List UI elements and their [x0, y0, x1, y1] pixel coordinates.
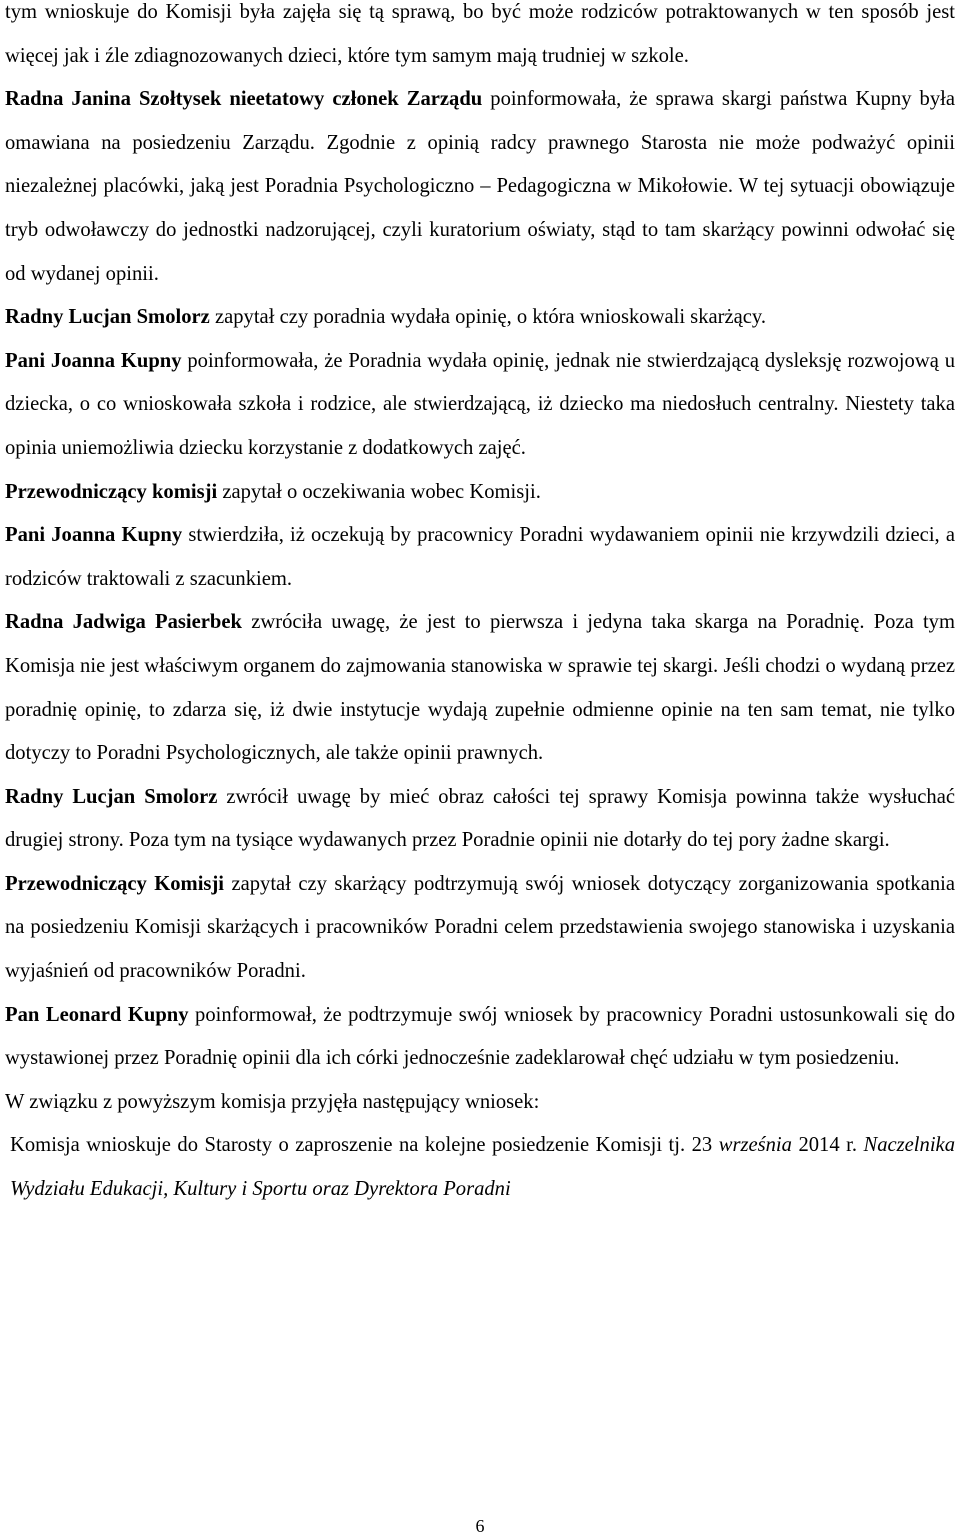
resolution-paragraph	[5, 1124, 955, 1211]
paragraph-7	[5, 601, 955, 775]
paragraph-11	[5, 1081, 955, 1125]
paragraph-text: stwierdziła, iż oczekują by pracownicy Poradni wydawaniem opinii nie krzywdzili dzieci, a rodziców traktowali z szacunkiem.	[5, 524, 956, 590]
speaker-name: Radny Lucjan Smolorz	[5, 306, 210, 329]
speaker-name: Radny Lucjan Smolorz	[5, 785, 218, 808]
paragraph-5	[5, 471, 955, 515]
speaker-name: Przewodniczący komisji	[5, 480, 218, 503]
paragraph-2	[5, 78, 955, 296]
paragraph-text: zwróciła uwagę, że jest to pierwsza i jedyna taka skarga na Poradnię. Poza tym Komisja nie jest właściwym organem do zajmowania stanowiska w sprawie tej skargi. Jeśli chodzi o wydaną przez poradnię opinię, to zdarza się, iż dwie instytucje wydają zupełnie odmienne opinie na ten sam temat, nie tylko dotyczy to Poradni Psychologicznych, ale także opinii prawnych.	[5, 611, 955, 765]
paragraph-4	[5, 340, 955, 471]
paragraph-8	[5, 776, 955, 863]
resolution-italic-invitees: Naczelnika Wydziału Edukacji, Kultury i Sportu oraz Dyrektora Poradni	[10, 1134, 955, 1201]
paragraph-1	[5, 0, 955, 78]
paragraph-text: W związku z powyższym komisja przyjęła następujący wniosek:	[5, 1090, 540, 1113]
resolution-text-2: 2014 r.	[791, 1134, 864, 1157]
speaker-name: Pani Joanna Kupny	[5, 349, 182, 372]
paragraph-text: poinformował, że podtrzymuje swój wniosek by pracownicy Poradni ustosunkowali się do wystawionej przez Poradnię opinii dla ich córki jednocześnie zadeklarował chęć udziału w tym posiedzeniu.	[5, 1003, 955, 1070]
paragraph-9	[5, 863, 955, 994]
paragraph-text: zwrócił uwagę by mieć obraz całości tej sprawy Komisja powinna także wysłuchać drugiej strony. Poza tym na tysiące wydawanych przez Poradnie opinii nie dotarły do tej pory żadne skargi.	[5, 785, 955, 852]
speaker-name: Radna Janina Szołtysek nieetatowy członek Zarządu	[5, 88, 483, 111]
paragraph-text: zapytał czy poradnia wydała opinię, o która wnioskowali skarżący.	[209, 306, 767, 329]
speaker-name: Radna Jadwiga Pasierbek	[5, 611, 242, 634]
paragraph-text: tym wnioskuje do Komisji była zajęła się tą sprawą, bo być może rodziców potraktowanych w ten sposób jest więcej jak i źle zdiagnozowanych dzieci, które tym samym mają trudniej w szkole.	[5, 1, 955, 67]
paragraph-6	[5, 514, 955, 601]
speaker-name: Przewodniczący Komisji	[5, 872, 225, 895]
paragraph-text: zapytał czy skarżący podtrzymują swój wniosek dotyczący zorganizowania spotkania na posiedzeniu Komisji skarżących i pracowników Poradni celem przedstawienia swojego stanowiska i uzyskania wyjaśnień od pracowników Poradni.	[5, 872, 955, 983]
page-number: 6	[475, 1516, 485, 1536]
paragraph-text: zapytał o oczekiwania wobec Komisji.	[217, 480, 541, 503]
speaker-name: Pani Joanna Kupny	[5, 524, 183, 547]
document-page	[5, 0, 955, 1212]
paragraph-text: poinformowała, że Poradnia wydała opinię, jednak nie stwierdzającą dysleksję rozwojową u dziecka, o co wnioskowała szkoła i rodzice, ale stwierdzającą, iż dziecko ma niedosłuch centralny. Niestety taka opinia uniemożliwia dziecku korzystanie z dodatkowych zajęć.	[5, 349, 955, 459]
paragraph-3	[5, 296, 955, 340]
resolution-italic-month: września	[718, 1134, 792, 1157]
speaker-name: Pan Leonard Kupny	[5, 1003, 189, 1026]
paragraph-10	[5, 994, 955, 1081]
resolution-text-1: Komisja wnioskuje do Starosty o zaproszenie na kolejne posiedzenie Komisji tj. 23	[10, 1134, 719, 1157]
paragraph-text: poinformowała, że sprawa skargi państwa Kupny była omawiana na posiedzeniu Zarządu. Zgodnie z opinią radcy prawnego Starosta nie może podważyć opinii niezależnej placówki, jaką jest Poradnia Psychologiczno – Pedagogiczna w Mikołowie. W tej sytuacji obowiązuje tryb odwoławczy do jednostki nadzorującej, czyli kuratorium oświaty, stąd to tam skarżący powinni odwołać się od wydanej opinii.	[5, 88, 955, 285]
